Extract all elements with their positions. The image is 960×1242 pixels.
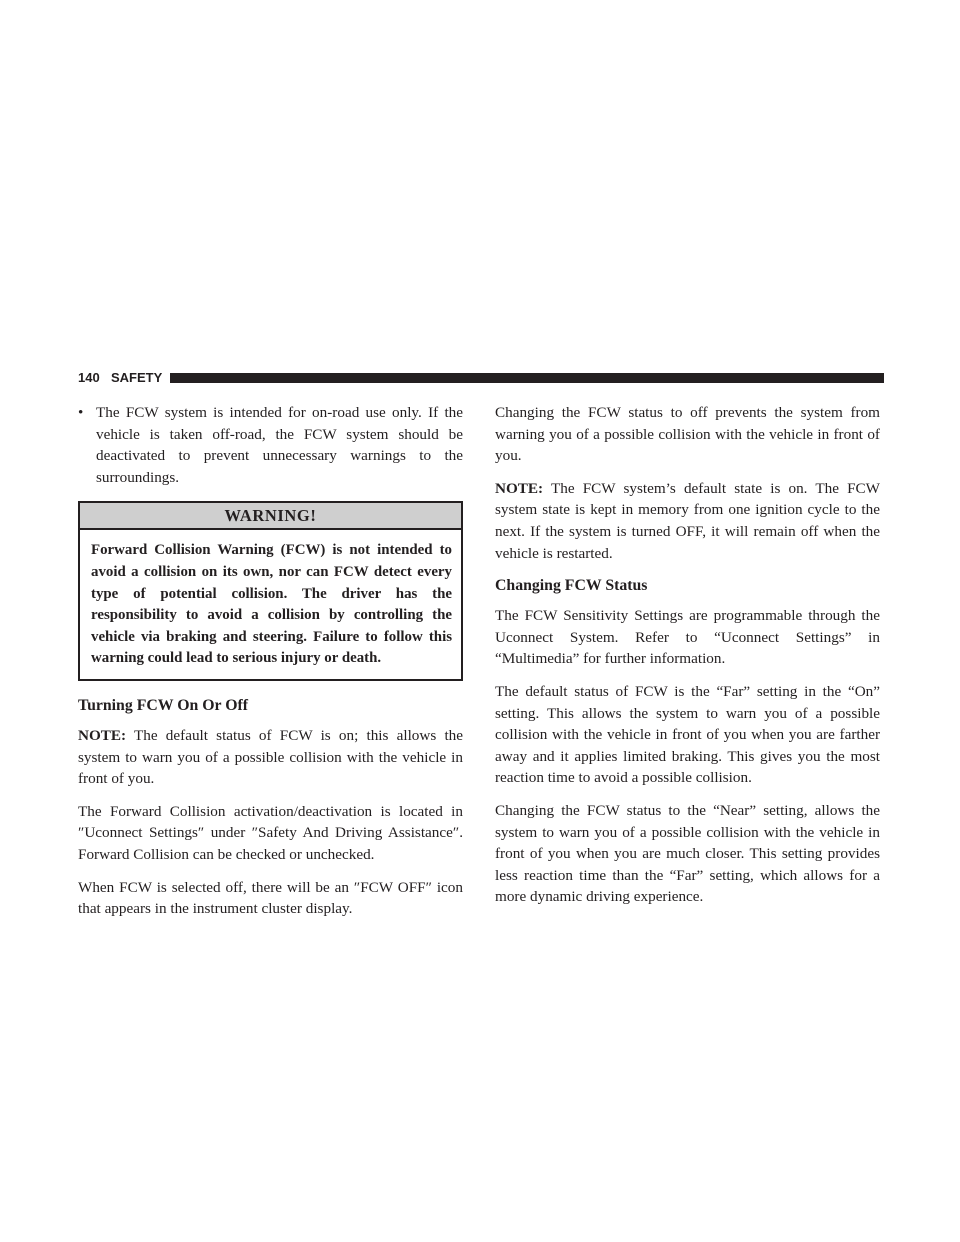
- bullet-text: The FCW system is intended for on-road use only. If the vehicle is taken off-road, the FCW system should be deactivated to prevent unnecessary warnings to the surroundings.: [96, 404, 463, 486]
- note-paragraph: [78, 725, 463, 790]
- note-paragraph: [495, 478, 880, 564]
- note-label: NOTE:: [78, 726, 127, 744]
- bullet-marker: •: [78, 404, 84, 421]
- paragraph: Changing the FCW status to off prevents the system from warning you of a possible collision with the vehicle in front of you.: [495, 404, 880, 465]
- section-title: SAFETY: [111, 370, 163, 385]
- paragraph: When FCW is selected off, there will be an ″FCW OFF″ icon that appears in the instrument cluster display.: [78, 878, 463, 918]
- page-number: 140: [78, 370, 100, 385]
- note-text: The default status of FCW is on; this allows the system to warn you of a possible collision with the vehicle in front of you.: [78, 726, 463, 788]
- paragraph: The Forward Collision activation/deactivation is located in ″Uconnect Settings″ under ″Safety And Driving Assistance″. Forward Collision can be checked or unchecked.: [78, 802, 463, 863]
- right-column: [495, 402, 880, 919]
- section-heading-turning-fcw: Turning FCW On Or Off: [78, 696, 249, 714]
- left-column: [78, 402, 463, 931]
- note-text: The FCW system’s default state is on. The FCW system state is kept in memory from one ignition cycle to the next. If the system is turned OFF, it will remain off when the vehicle is restarted.: [495, 479, 880, 562]
- paragraph: The default status of FCW is the “Far” setting in the “On” setting. This allows the system to warn you of a possible collision with the vehicle in front of you when you are farther away and it applies limited braking. This gives you the most reaction time to avoid a possible collision.: [495, 682, 880, 787]
- page-header: [78, 370, 884, 386]
- header-rule: [170, 373, 884, 383]
- note-label: NOTE:: [495, 479, 544, 497]
- warning-box: [78, 501, 463, 681]
- warning-title: WARNING!: [80, 503, 461, 530]
- section-heading-changing-fcw-status: Changing FCW Status: [495, 577, 648, 595]
- warning-text: Forward Collision Warning (FCW) is not intended to avoid a collision on its own, nor can FCW detect every type of potential collision. The driver has the responsibility to avoid a collision by controlling the vehicle via braking and steering. Failure to follow this warning could lead to serious injury or death.: [91, 542, 452, 667]
- bullet-item: [78, 402, 463, 488]
- paragraph: Changing the FCW status to the “Near” setting, allows the system to warn you of a possible collision with the vehicle in front of you when you are much closer. This setting provides less reaction time than the “Far” setting, which allows for a more dynamic driving experience.: [495, 801, 880, 906]
- paragraph: The FCW Sensitivity Settings are programmable through the Uconnect System. Refer to “Uconnect Settings” in “Multimedia” for further information.: [495, 607, 880, 668]
